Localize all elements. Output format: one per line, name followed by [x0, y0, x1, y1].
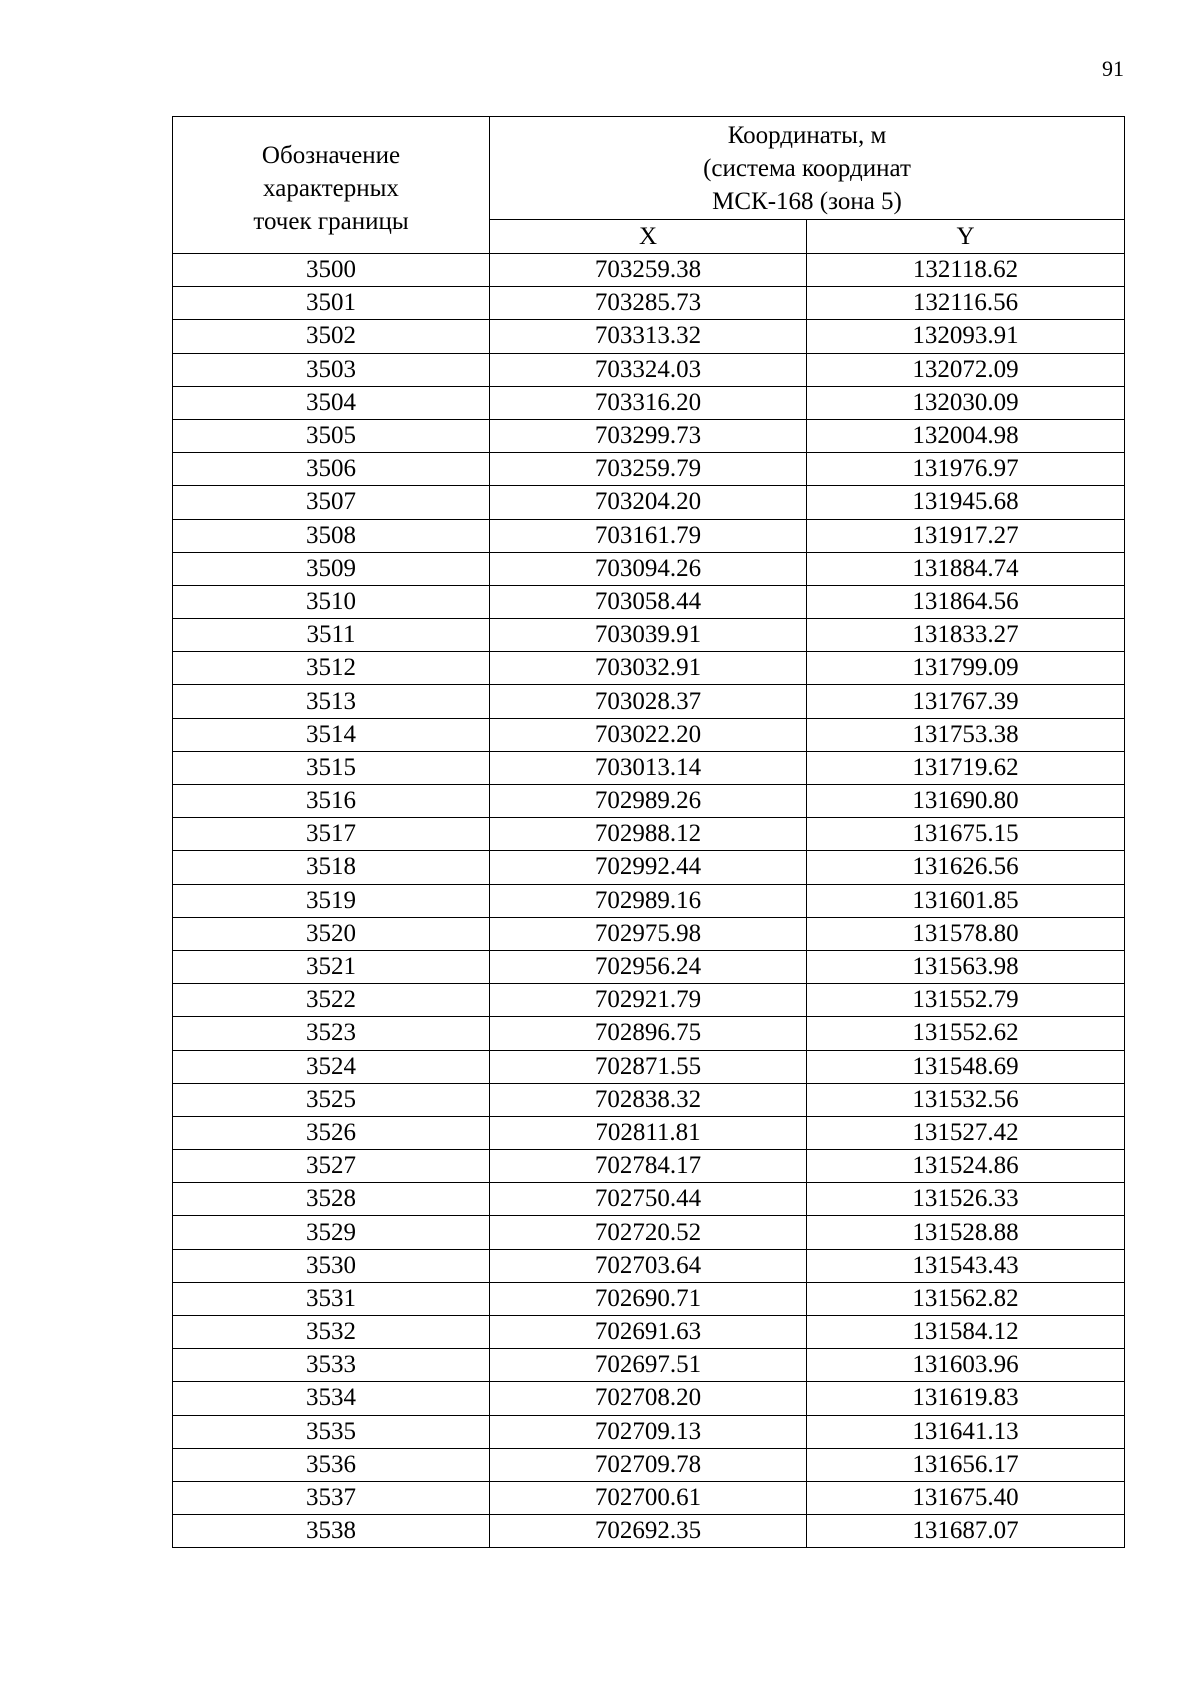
point-id-cell: 3531 — [173, 1282, 490, 1315]
table-row — [173, 1116, 1125, 1149]
table-row — [173, 818, 1125, 851]
table-row — [173, 1150, 1125, 1183]
y-coordinate-cell: 132093.91 — [807, 320, 1125, 353]
table-row — [173, 519, 1125, 552]
page-number: 91 — [1102, 56, 1124, 81]
x-coordinate-cell: 703161.79 — [490, 519, 807, 552]
y-coordinate-cell: 131552.62 — [807, 1017, 1125, 1050]
x-coordinate-cell: 703316.20 — [490, 386, 807, 419]
table-row — [173, 320, 1125, 353]
header-coordinates-line: (система координат — [703, 154, 911, 182]
y-coordinate-cell: 131917.27 — [807, 519, 1125, 552]
point-id-cell: 3501 — [173, 287, 490, 320]
y-coordinate-cell: 131884.74 — [807, 552, 1125, 585]
y-coordinate-cell: 132072.09 — [807, 353, 1125, 386]
y-coordinate-cell: 131619.83 — [807, 1382, 1125, 1415]
point-id-cell: 3514 — [173, 718, 490, 751]
point-id-cell: 3518 — [173, 851, 490, 884]
y-coordinate-cell: 131552.79 — [807, 984, 1125, 1017]
table-row — [173, 1415, 1125, 1448]
x-coordinate-cell: 702975.98 — [490, 917, 807, 950]
y-coordinate-cell: 131524.86 — [807, 1150, 1125, 1183]
table-row — [173, 486, 1125, 519]
point-id-cell: 3525 — [173, 1083, 490, 1116]
y-coordinate-cell: 131526.33 — [807, 1183, 1125, 1216]
x-coordinate-cell: 702992.44 — [490, 851, 807, 884]
header-x: X — [490, 220, 807, 254]
point-id-cell: 3528 — [173, 1183, 490, 1216]
x-coordinate-cell: 702871.55 — [490, 1050, 807, 1083]
x-coordinate-cell: 703039.91 — [490, 619, 807, 652]
table-row — [173, 785, 1125, 818]
y-coordinate-cell: 131675.40 — [807, 1481, 1125, 1514]
table-row — [173, 751, 1125, 784]
table-row — [173, 884, 1125, 917]
x-coordinate-cell: 702691.63 — [490, 1316, 807, 1349]
point-id-cell: 3519 — [173, 884, 490, 917]
x-coordinate-cell: 703032.91 — [490, 652, 807, 685]
x-coordinate-cell: 703058.44 — [490, 585, 807, 618]
x-coordinate-cell: 702784.17 — [490, 1150, 807, 1183]
point-id-cell: 3529 — [173, 1216, 490, 1249]
table-row — [173, 619, 1125, 652]
table-row — [173, 917, 1125, 950]
table-row — [173, 254, 1125, 287]
table-row — [173, 1249, 1125, 1282]
table-row — [173, 1382, 1125, 1415]
table-row — [173, 851, 1125, 884]
header-y: Y — [807, 220, 1125, 254]
point-id-cell: 3516 — [173, 785, 490, 818]
point-id-cell: 3536 — [173, 1448, 490, 1481]
y-coordinate-cell: 131690.80 — [807, 785, 1125, 818]
x-coordinate-cell: 702956.24 — [490, 950, 807, 983]
x-coordinate-cell: 702692.35 — [490, 1515, 807, 1548]
table-row — [173, 1183, 1125, 1216]
y-coordinate-cell: 132118.62 — [807, 254, 1125, 287]
x-coordinate-cell: 702703.64 — [490, 1249, 807, 1282]
x-coordinate-cell: 703259.79 — [490, 453, 807, 486]
table-row — [173, 1316, 1125, 1349]
x-coordinate-cell: 703028.37 — [490, 685, 807, 718]
x-coordinate-cell: 702697.51 — [490, 1349, 807, 1382]
table-row — [173, 984, 1125, 1017]
point-id-cell: 3511 — [173, 619, 490, 652]
x-coordinate-cell: 702720.52 — [490, 1216, 807, 1249]
table-row — [173, 386, 1125, 419]
point-id-cell: 3526 — [173, 1116, 490, 1149]
point-id-cell: 3534 — [173, 1382, 490, 1415]
y-coordinate-cell: 131603.96 — [807, 1349, 1125, 1382]
y-coordinate-cell: 131753.38 — [807, 718, 1125, 751]
header-coordinates-line: МСК-168 (зона 5) — [712, 187, 902, 215]
table-row — [173, 552, 1125, 585]
x-coordinate-cell: 703313.32 — [490, 320, 807, 353]
point-id-cell: 3502 — [173, 320, 490, 353]
table-row — [173, 685, 1125, 718]
header-point-line: Обозначение — [261, 141, 401, 169]
y-coordinate-cell: 131527.42 — [807, 1116, 1125, 1149]
point-id-cell: 3517 — [173, 818, 490, 851]
point-id-cell: 3515 — [173, 751, 490, 784]
x-coordinate-cell: 703094.26 — [490, 552, 807, 585]
point-id-cell: 3520 — [173, 917, 490, 950]
point-id-cell: 3527 — [173, 1150, 490, 1183]
x-coordinate-cell: 702690.71 — [490, 1282, 807, 1315]
point-id-cell: 3503 — [173, 353, 490, 386]
y-coordinate-cell: 132030.09 — [807, 386, 1125, 419]
point-id-cell: 3530 — [173, 1249, 490, 1282]
y-coordinate-cell: 131548.69 — [807, 1050, 1125, 1083]
y-coordinate-cell: 132116.56 — [807, 287, 1125, 320]
point-id-cell: 3532 — [173, 1316, 490, 1349]
point-id-cell: 3506 — [173, 453, 490, 486]
point-id-cell: 3521 — [173, 950, 490, 983]
y-coordinate-cell: 131945.68 — [807, 486, 1125, 519]
point-id-cell: 3524 — [173, 1050, 490, 1083]
y-coordinate-cell: 131719.62 — [807, 751, 1125, 784]
x-coordinate-cell: 702989.16 — [490, 884, 807, 917]
table-row — [173, 1282, 1125, 1315]
table-row — [173, 287, 1125, 320]
x-coordinate-cell: 702989.26 — [490, 785, 807, 818]
y-coordinate-cell: 131864.56 — [807, 585, 1125, 618]
point-id-cell: 3513 — [173, 685, 490, 718]
y-coordinate-cell: 132004.98 — [807, 419, 1125, 452]
table-row — [173, 453, 1125, 486]
point-id-cell: 3507 — [173, 486, 490, 519]
point-id-cell: 3504 — [173, 386, 490, 419]
y-coordinate-cell: 131641.13 — [807, 1415, 1125, 1448]
table-row — [173, 1017, 1125, 1050]
table-row — [173, 1515, 1125, 1548]
x-coordinate-cell: 703299.73 — [490, 419, 807, 452]
point-id-cell: 3510 — [173, 585, 490, 618]
x-coordinate-cell: 702921.79 — [490, 984, 807, 1017]
x-coordinate-cell: 702709.78 — [490, 1448, 807, 1481]
x-coordinate-cell: 703022.20 — [490, 718, 807, 751]
table-row — [173, 1083, 1125, 1116]
x-coordinate-cell: 702700.61 — [490, 1481, 807, 1514]
x-coordinate-cell: 703204.20 — [490, 486, 807, 519]
y-coordinate-cell: 131656.17 — [807, 1448, 1125, 1481]
header-coordinates — [490, 117, 1125, 220]
point-id-cell: 3508 — [173, 519, 490, 552]
header-point-line: точек границы — [253, 207, 409, 235]
y-coordinate-cell: 131543.43 — [807, 1249, 1125, 1282]
x-coordinate-cell: 703259.38 — [490, 254, 807, 287]
point-id-cell: 3522 — [173, 984, 490, 1017]
point-id-cell: 3512 — [173, 652, 490, 685]
y-coordinate-cell: 131563.98 — [807, 950, 1125, 983]
table-row — [173, 950, 1125, 983]
x-coordinate-cell: 702988.12 — [490, 818, 807, 851]
point-id-cell: 3509 — [173, 552, 490, 585]
x-coordinate-cell: 702896.75 — [490, 1017, 807, 1050]
y-coordinate-cell: 131799.09 — [807, 652, 1125, 685]
point-id-cell: 3538 — [173, 1515, 490, 1548]
x-coordinate-cell: 703013.14 — [490, 751, 807, 784]
table-row — [173, 718, 1125, 751]
table-body — [173, 254, 1125, 1548]
y-coordinate-cell: 131562.82 — [807, 1282, 1125, 1315]
point-id-cell: 3533 — [173, 1349, 490, 1382]
y-coordinate-cell: 131767.39 — [807, 685, 1125, 718]
coordinates-table — [172, 116, 1125, 1548]
y-coordinate-cell: 131584.12 — [807, 1316, 1125, 1349]
y-coordinate-cell: 131528.88 — [807, 1216, 1125, 1249]
x-coordinate-cell: 702709.13 — [490, 1415, 807, 1448]
y-coordinate-cell: 131675.15 — [807, 818, 1125, 851]
x-coordinate-cell: 702838.32 — [490, 1083, 807, 1116]
table-row — [173, 1349, 1125, 1382]
table-row — [173, 1481, 1125, 1514]
table-row — [173, 353, 1125, 386]
point-id-cell: 3537 — [173, 1481, 490, 1514]
y-coordinate-cell: 131601.85 — [807, 884, 1125, 917]
x-coordinate-cell: 702750.44 — [490, 1183, 807, 1216]
x-coordinate-cell: 703324.03 — [490, 353, 807, 386]
y-coordinate-cell: 131976.97 — [807, 453, 1125, 486]
point-id-cell: 3500 — [173, 254, 490, 287]
table-row — [173, 585, 1125, 618]
table-header-row — [173, 117, 1125, 220]
header-point-designation — [173, 117, 490, 254]
x-coordinate-cell: 702811.81 — [490, 1116, 807, 1149]
y-coordinate-cell: 131687.07 — [807, 1515, 1125, 1548]
point-id-cell: 3535 — [173, 1415, 490, 1448]
header-coordinates-line: Координаты, м — [727, 121, 887, 149]
y-coordinate-cell: 131626.56 — [807, 851, 1125, 884]
x-coordinate-cell: 703285.73 — [490, 287, 807, 320]
point-id-cell: 3523 — [173, 1017, 490, 1050]
table-row — [173, 419, 1125, 452]
point-id-cell: 3505 — [173, 419, 490, 452]
x-coordinate-cell: 702708.20 — [490, 1382, 807, 1415]
table-row — [173, 1216, 1125, 1249]
header-point-line: характерных — [263, 174, 399, 202]
y-coordinate-cell: 131578.80 — [807, 917, 1125, 950]
table-row — [173, 1050, 1125, 1083]
y-coordinate-cell: 131833.27 — [807, 619, 1125, 652]
table-row — [173, 652, 1125, 685]
table-row — [173, 1448, 1125, 1481]
y-coordinate-cell: 131532.56 — [807, 1083, 1125, 1116]
